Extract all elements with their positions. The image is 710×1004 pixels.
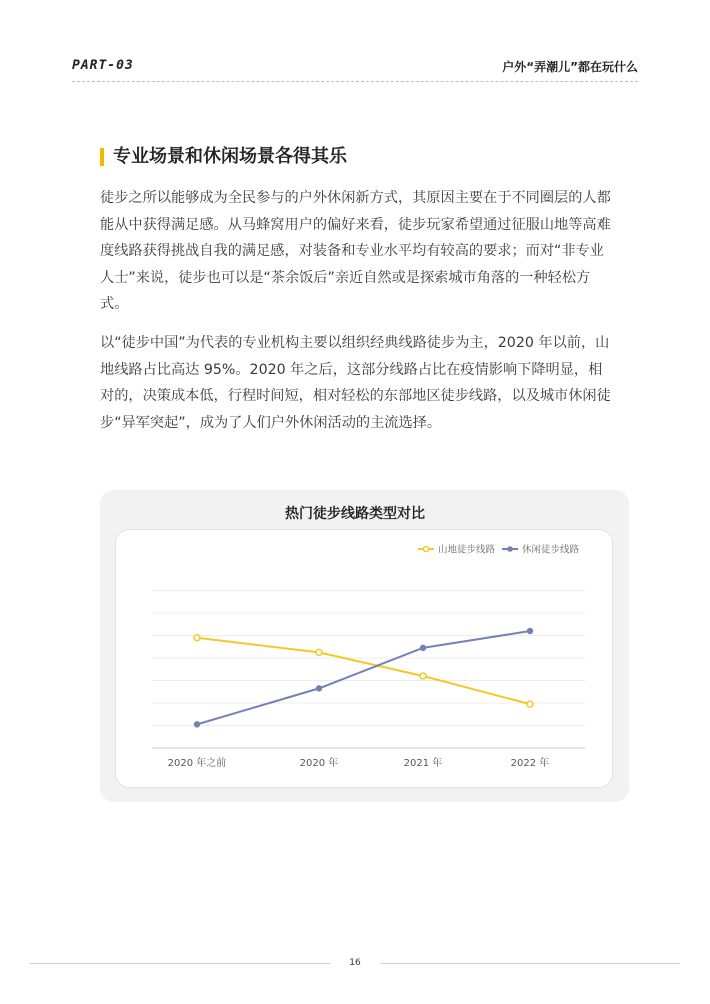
legend-marker <box>507 546 513 552</box>
paragraph-2: 以“徒步中国”为代表的专业机构主要以组织经典线路徒步为主，2020 年以前，山地线路占比高达 95%。2020 年之后，这部分线路占比在疫情影响下降明显，相对的，决策成本低，行程时间短，相对轻松的东部地区徒步线路，以及城市休闲徒步“异军突起”，成为了人们户外休闲活动的主流选择。 <box>100 335 611 431</box>
paragraph-1: 徒步之所以能够成为全民参与的户外休闲新方式，其原因主要在于不同圈层的人都能从中获得满足感。从马蜂窝用户的偏好来看，徒步玩家希望通过征服山地等高难度线路获得挑战自我的满足感，对装备和专业水平均有较高的要求；而对“非专业人士”来说，徒步也可以是“茶余饭后”亲近自然或是探索城市角落的一种轻松方式。 <box>100 190 611 312</box>
data-point <box>527 701 533 707</box>
section-title: 专业场景和休闲场景各得其乐 <box>100 146 347 168</box>
chapter-topic: 户外“弄潮儿”都在玩什么 <box>502 60 638 74</box>
x-tick-label: 2020 年 <box>299 758 339 769</box>
data-point <box>316 649 322 655</box>
series-line-2 <box>197 631 530 724</box>
legend-label-1: 山地徒步线路 <box>438 544 496 556</box>
page-number: 16 <box>349 958 361 968</box>
data-point <box>194 635 200 641</box>
x-tick-label: 2020 年之前 <box>167 758 227 769</box>
data-point <box>420 645 426 651</box>
x-tick-label: 2022 年 <box>510 758 550 769</box>
legend-marker <box>423 546 428 551</box>
data-point <box>194 721 200 727</box>
chart-title: 热门徒步线路类型对比 <box>285 506 425 522</box>
legend-label-2: 休闲徒步线路 <box>522 544 580 556</box>
data-point <box>420 673 426 679</box>
data-point <box>316 685 322 691</box>
part-label: PART-03 <box>72 58 134 73</box>
x-tick-label: 2021 年 <box>403 758 443 769</box>
data-point <box>527 628 533 634</box>
